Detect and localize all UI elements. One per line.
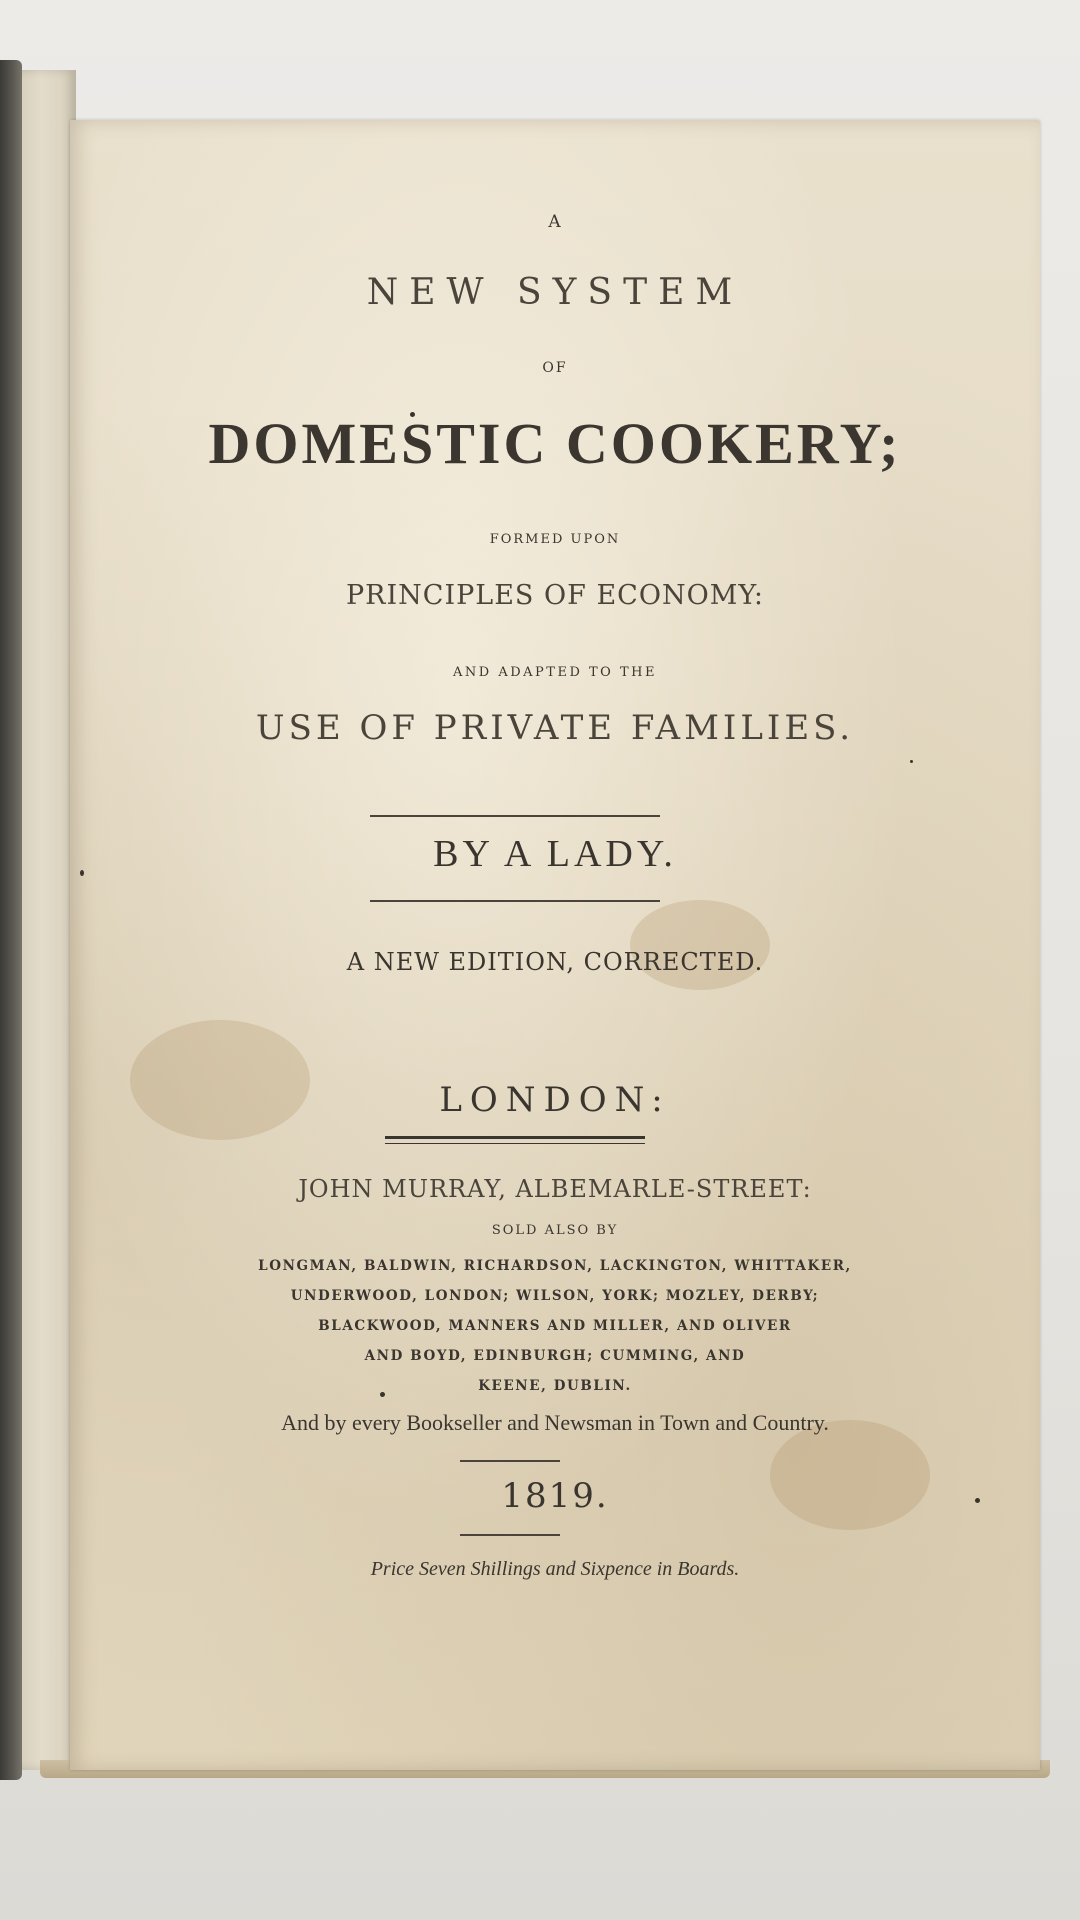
main-title: DOMESTIC COOKERY; [208, 411, 902, 476]
sellers-line: AND BOYD, EDINBURGH; CUMMING, AND [364, 1348, 746, 1364]
principles-line: PRINCIPLES OF ECONOMY: [346, 580, 764, 611]
sellers-line: KEENE, DUBLIN. [478, 1378, 632, 1394]
author-line: BY A LADY. [433, 833, 677, 875]
year-rule-top [460, 1460, 560, 1462]
publication-year: 1819. [501, 1476, 609, 1516]
sold-also-by: SOLD ALSO BY [491, 1223, 619, 1238]
foxing-stain [630, 900, 770, 990]
book-spine [0, 60, 22, 1780]
formed-upon: FORMED UPON [489, 532, 621, 547]
use-line: USE OF PRIVATE FAMILIES. [255, 708, 855, 748]
publisher-line: JOHN MURRAY, ALBEMARLE-STREET: [298, 1175, 812, 1203]
adapted-line: AND ADAPTED TO THE [453, 665, 657, 680]
double-rule-thick [385, 1136, 645, 1139]
title-page [70, 120, 1040, 1770]
title-new-system: NEW SYSTEM [366, 272, 744, 313]
price-line: Price Seven Shillings and Sixpence in Boards. [370, 1558, 740, 1580]
sellers-line: LONGMAN, BALDWIN, RICHARDSON, LACKINGTON, WHITTAKER, [258, 1258, 852, 1274]
title-of: OF [542, 360, 568, 376]
every-bookseller-line: And by every Bookseller and Newsman in Town and Country. [281, 1410, 829, 1435]
sellers-line: UNDERWOOD, LONDON; WILSON, YORK; MOZLEY, DERBY; [290, 1288, 820, 1304]
double-rule-thin [385, 1143, 645, 1144]
ink-speck [910, 760, 913, 763]
edition-line: A NEW EDITION, CORRECTED. [346, 948, 764, 976]
sellers-line: BLACKWOOD, MANNERS AND MILLER, AND OLIVER [318, 1318, 792, 1334]
divider-rule [370, 815, 660, 817]
title-article: A [548, 212, 562, 232]
divider-rule [370, 900, 660, 902]
imprint-place: LONDON: [439, 1080, 671, 1120]
year-rule-bottom [460, 1534, 560, 1536]
